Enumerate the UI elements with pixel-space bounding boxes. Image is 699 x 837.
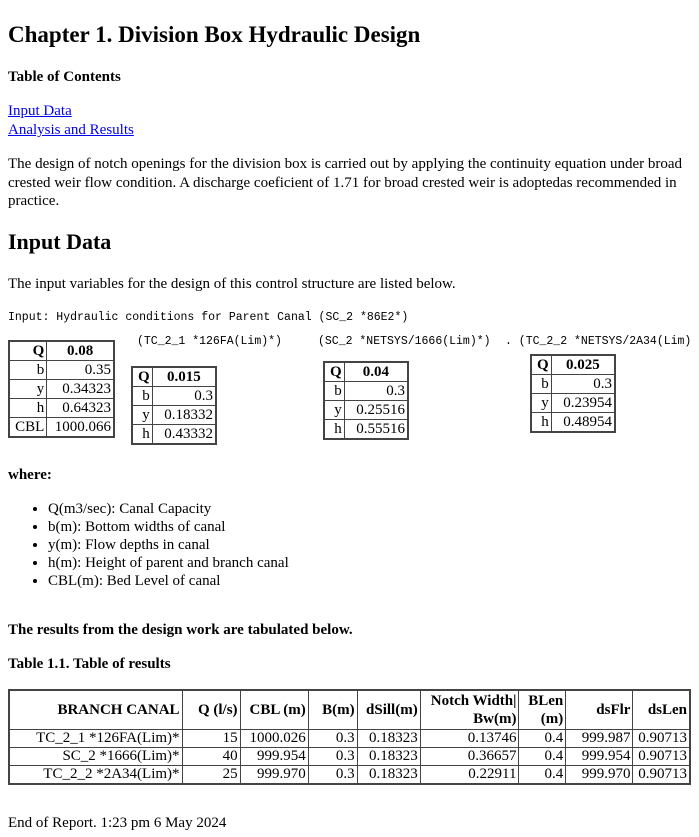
param-label: b <box>9 361 47 380</box>
param-label: h <box>531 413 551 433</box>
table-row <box>531 375 615 394</box>
intro-paragraph: The design of notch openings for the division box is carried out by applying the continuity equation under broad crested weir flow condition. A discharge coeficient of 1.71 for broad crested weir is adoptedas recommended in practice. <box>8 156 683 209</box>
table-row <box>324 401 408 420</box>
table-row <box>9 380 114 399</box>
col-header-dslen: dsLen <box>633 690 690 730</box>
param-value: 0.3 <box>344 382 408 401</box>
list-item: • CBL(m): Bed Level of canal <box>48 572 289 590</box>
cell-cbl: 999.970 <box>240 766 308 785</box>
param-value: 0.025 <box>551 355 615 375</box>
param-label: Q <box>324 362 344 382</box>
results-table <box>8 689 691 785</box>
cell-dslen: 0.90713 <box>633 766 690 785</box>
table-row <box>9 748 690 766</box>
param-value: 0.23954 <box>551 394 615 413</box>
toc-heading: Table of Contents <box>8 69 121 85</box>
param-label: h <box>132 425 152 445</box>
cell-dsflr: 999.954 <box>566 748 633 766</box>
param-label: b <box>531 375 551 394</box>
cell-b: 0.3 <box>308 766 357 785</box>
table-row <box>324 420 408 440</box>
param-label: y <box>324 401 344 420</box>
param-value: 0.34323 <box>47 380 114 399</box>
table-caption: Table 1.1. Table of results <box>8 656 171 672</box>
table-row <box>531 394 615 413</box>
report-footer: End of Report. 1:23 pm 6 May 2024 <box>8 815 227 831</box>
param-value: 0.3 <box>551 375 615 394</box>
col-header-b: B(m) <box>308 690 357 730</box>
cell-dslen: 0.90713 <box>633 748 690 766</box>
cell-q: 40 <box>182 748 240 766</box>
table-row <box>132 406 216 425</box>
param-value: 0.64323 <box>47 399 114 418</box>
list-item: • h(m): Height of parent and branch canal <box>48 554 289 572</box>
cell-q: 25 <box>182 766 240 785</box>
cell-blen: 0.4 <box>519 748 566 766</box>
table-row <box>9 361 114 380</box>
table-row <box>531 355 615 375</box>
cell-dsill: 0.18323 <box>357 748 420 766</box>
cell-blen: 0.4 <box>519 730 566 748</box>
param-value: 0.18332 <box>152 406 216 425</box>
param-label: Q <box>132 367 152 387</box>
cell-cbl: 999.954 <box>240 748 308 766</box>
table-row <box>132 387 216 406</box>
parent-canal-label: Input: Hydraulic conditions for Parent Canal (SC_2 *86E2*) <box>8 311 409 324</box>
toc-link-analysis-results[interactable]: Analysis and Results <box>8 122 134 138</box>
param-label: Q <box>531 355 551 375</box>
param-value: 0.015 <box>152 367 216 387</box>
param-value: 0.25516 <box>344 401 408 420</box>
list-item: • Q(m3/sec): Canal Capacity <box>48 500 289 518</box>
param-label: h <box>324 420 344 440</box>
param-value: 0.43332 <box>152 425 216 445</box>
cell-dsill: 0.18323 <box>357 766 420 785</box>
table-row <box>132 367 216 387</box>
cell-notch-width: 0.13746 <box>420 730 519 748</box>
page-title: Chapter 1. Division Box Hydraulic Design <box>8 22 421 47</box>
table-row <box>132 425 216 445</box>
cell-b: 0.3 <box>308 730 357 748</box>
table-row <box>324 382 408 401</box>
col-header-dsflr: dsFlr <box>566 690 633 730</box>
cell-dsflr: 999.987 <box>566 730 633 748</box>
branch-label-1: (TC_2_1 *126FA(Lim)*) <box>137 335 282 348</box>
cell-b: 0.3 <box>308 748 357 766</box>
table-row <box>531 413 615 433</box>
toc-link-input-data[interactable]: Input Data <box>8 103 72 119</box>
param-label: b <box>132 387 152 406</box>
param-label: Q <box>9 341 47 361</box>
param-value: 0.48954 <box>551 413 615 433</box>
cell-q: 15 <box>182 730 240 748</box>
param-label: y <box>132 406 152 425</box>
col-header-q: Q (l/s) <box>182 690 240 730</box>
table-row <box>324 362 408 382</box>
input-description: The input variables for the design of this control structure are listed below. <box>8 276 456 292</box>
col-header-notch-width: Notch Width|Bw(m) <box>420 690 519 730</box>
branch-label-3: . (TC_2_2 *NETSYS/2A34(Lim) <box>505 335 692 348</box>
param-label: b <box>324 382 344 401</box>
list-item: • y(m): Flow depths in canal <box>48 536 289 554</box>
cell-branch: TC_2_2 *2A34(Lim)* <box>9 766 182 785</box>
branch-3-table <box>530 354 616 433</box>
cell-blen: 0.4 <box>519 766 566 785</box>
cell-dslen: 0.90713 <box>633 730 690 748</box>
input-data-heading: Input Data <box>8 229 112 254</box>
cell-dsill: 0.18323 <box>357 730 420 748</box>
table-row <box>9 399 114 418</box>
cell-branch: SC_2 *1666(Lim)* <box>9 748 182 766</box>
param-label: h <box>9 399 47 418</box>
cell-dsflr: 999.970 <box>566 766 633 785</box>
param-value: 0.3 <box>152 387 216 406</box>
cell-branch: TC_2_1 *126FA(Lim)* <box>9 730 182 748</box>
col-header-dsill: dSill(m) <box>357 690 420 730</box>
results-intro: The results from the design work are tabulated below. <box>8 622 353 638</box>
branch-label-2: (SC_2 *NETSYS/1666(Lim)*) <box>318 335 491 348</box>
param-value: 0.55516 <box>344 420 408 440</box>
col-header-blen: BLen (m) <box>519 690 566 730</box>
branch-2-table <box>323 361 409 440</box>
param-value: 0.04 <box>344 362 408 382</box>
param-label: y <box>9 380 47 399</box>
definitions-list <box>8 500 289 590</box>
param-label: y <box>531 394 551 413</box>
param-label: CBL <box>9 418 47 438</box>
param-value: 1000.066 <box>47 418 114 438</box>
param-value: 0.35 <box>47 361 114 380</box>
col-header-branch: BRANCH CANAL <box>9 690 182 730</box>
list-item: • b(m): Bottom widths of canal <box>48 518 289 536</box>
table-row <box>9 341 114 361</box>
table-row <box>9 766 690 785</box>
parent-canal-table <box>8 340 115 438</box>
cell-cbl: 1000.026 <box>240 730 308 748</box>
cell-notch-width: 0.22911 <box>420 766 519 785</box>
param-value: 0.08 <box>47 341 114 361</box>
branch-1-table <box>131 366 217 445</box>
table-header-row <box>9 690 690 730</box>
cell-notch-width: 0.36657 <box>420 748 519 766</box>
table-row <box>9 730 690 748</box>
table-row <box>9 418 114 438</box>
where-label: where: <box>8 467 52 483</box>
col-header-cbl: CBL (m) <box>240 690 308 730</box>
